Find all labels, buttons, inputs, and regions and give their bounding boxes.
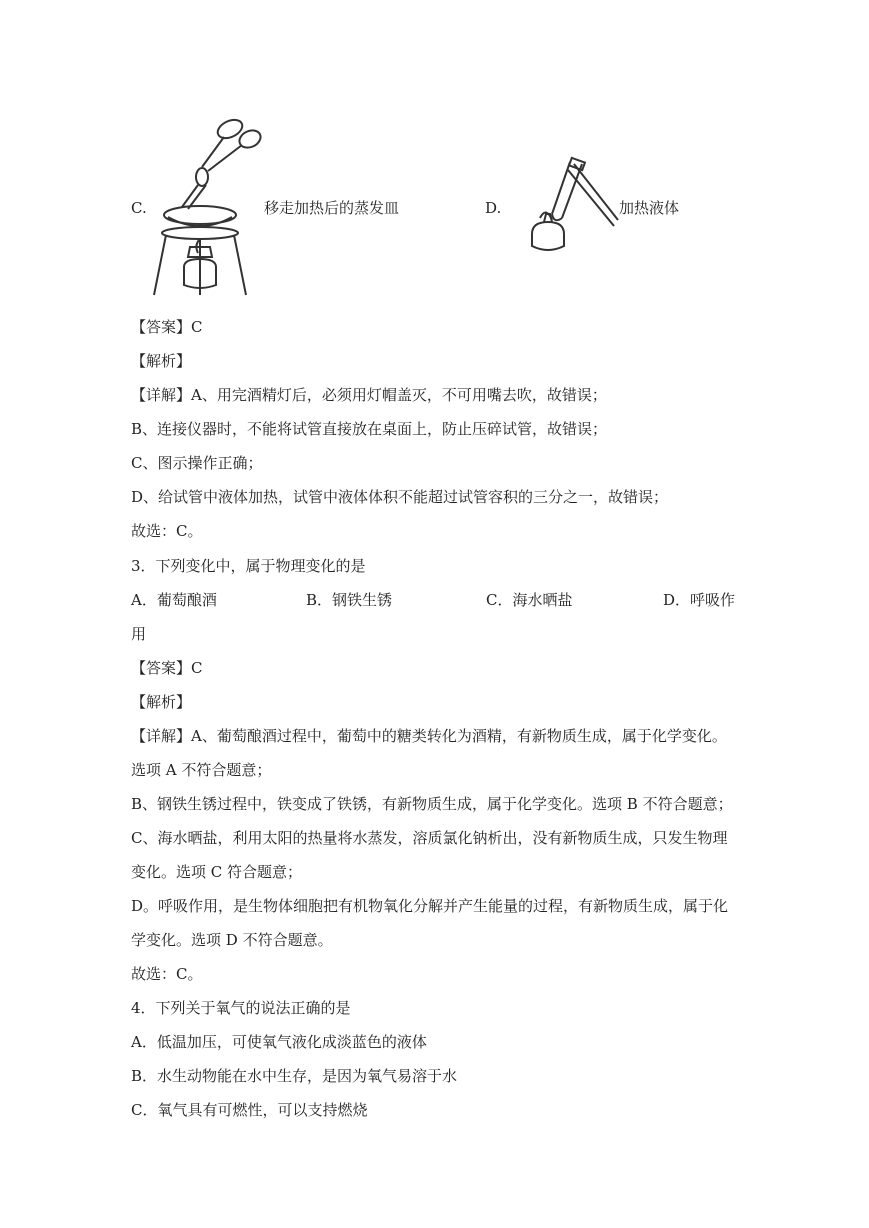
- q3-option-d-wrap: 用: [131, 625, 147, 643]
- q3-detail-a-line1: 【详解】A、葡萄酿酒过程中，葡萄中的糖类转化为酒精，有新物质生成，属于化学变化。: [131, 727, 727, 745]
- q4-option-b: B．水生动物能在水中生存，是因为氧气易溶于水: [131, 1067, 458, 1085]
- q2-analysis-heading: 【解析】: [131, 352, 192, 370]
- q3-stem: 3．下列变化中，属于物理变化的是: [131, 557, 366, 575]
- q2-detail-a: 【详解】A、用完酒精灯后，必须用灯帽盖灭，不可用嘴去吹，故错误；: [131, 386, 607, 404]
- evaporating-dish-tongs-illustration: [150, 117, 262, 299]
- q3-conclusion: 故选：C。: [131, 965, 203, 983]
- q3-detail-b: B、钢铁生锈过程中，铁变成了铁锈，有新物质生成，属于化学变化。选项 B 不符合题意；: [131, 795, 733, 813]
- option-c-label: C.: [131, 199, 147, 217]
- q3-detail-c-line1: C、海水晒盐，利用太阳的热量将水蒸发，溶质氯化钠析出，没有新物质生成，只发生物理: [131, 829, 728, 847]
- q3-detail-c-line2: 变化。选项 C 符合题意；: [131, 863, 303, 881]
- heating-test-tube-illustration: [510, 156, 620, 256]
- q3-option-b: B．钢铁生锈: [306, 591, 393, 609]
- q4-option-c: C．氧气具有可燃性，可以支持燃烧: [131, 1101, 368, 1119]
- q3-option-c: C．海水晒盐: [486, 591, 573, 609]
- q2-conclusion: 故选：C。: [131, 522, 203, 540]
- q2-detail-b: B、连接仪器时，不能将试管直接放在桌面上，防止压碎试管，故错误；: [131, 420, 608, 438]
- q3-answer: 【答案】C: [131, 659, 203, 677]
- q2-detail-c: C、图示操作正确；: [131, 454, 263, 472]
- q2-detail-d: D、给试管中液体加热，试管中液体体积不能超过试管容积的三分之一，故错误；: [131, 488, 669, 506]
- q3-detail-d-line2: 学变化。选项 D 不符合题意。: [131, 931, 333, 949]
- q2-answer: 【答案】C: [131, 318, 203, 336]
- q3-detail-a-line2: 选项 A 不符合题意；: [131, 761, 272, 779]
- option-d-label: D.: [485, 199, 502, 217]
- q4-option-a: A．低温加压，可使氧气液化成淡蓝色的液体: [131, 1033, 427, 1051]
- option-d-text: 加热液体: [619, 199, 680, 217]
- q4-stem: 4．下列关于氧气的说法正确的是: [131, 999, 351, 1017]
- q3-option-a: A．葡萄酿酒: [131, 591, 217, 609]
- option-c-text: 移走加热后的蒸发皿: [264, 199, 400, 217]
- q3-analysis-heading: 【解析】: [131, 693, 192, 711]
- q3-option-d: D．呼吸作: [663, 591, 736, 609]
- q3-detail-d-line1: D。呼吸作用，是生物体细胞把有机物氧化分解并产生能量的过程，有新物质生成，属于化: [131, 897, 729, 915]
